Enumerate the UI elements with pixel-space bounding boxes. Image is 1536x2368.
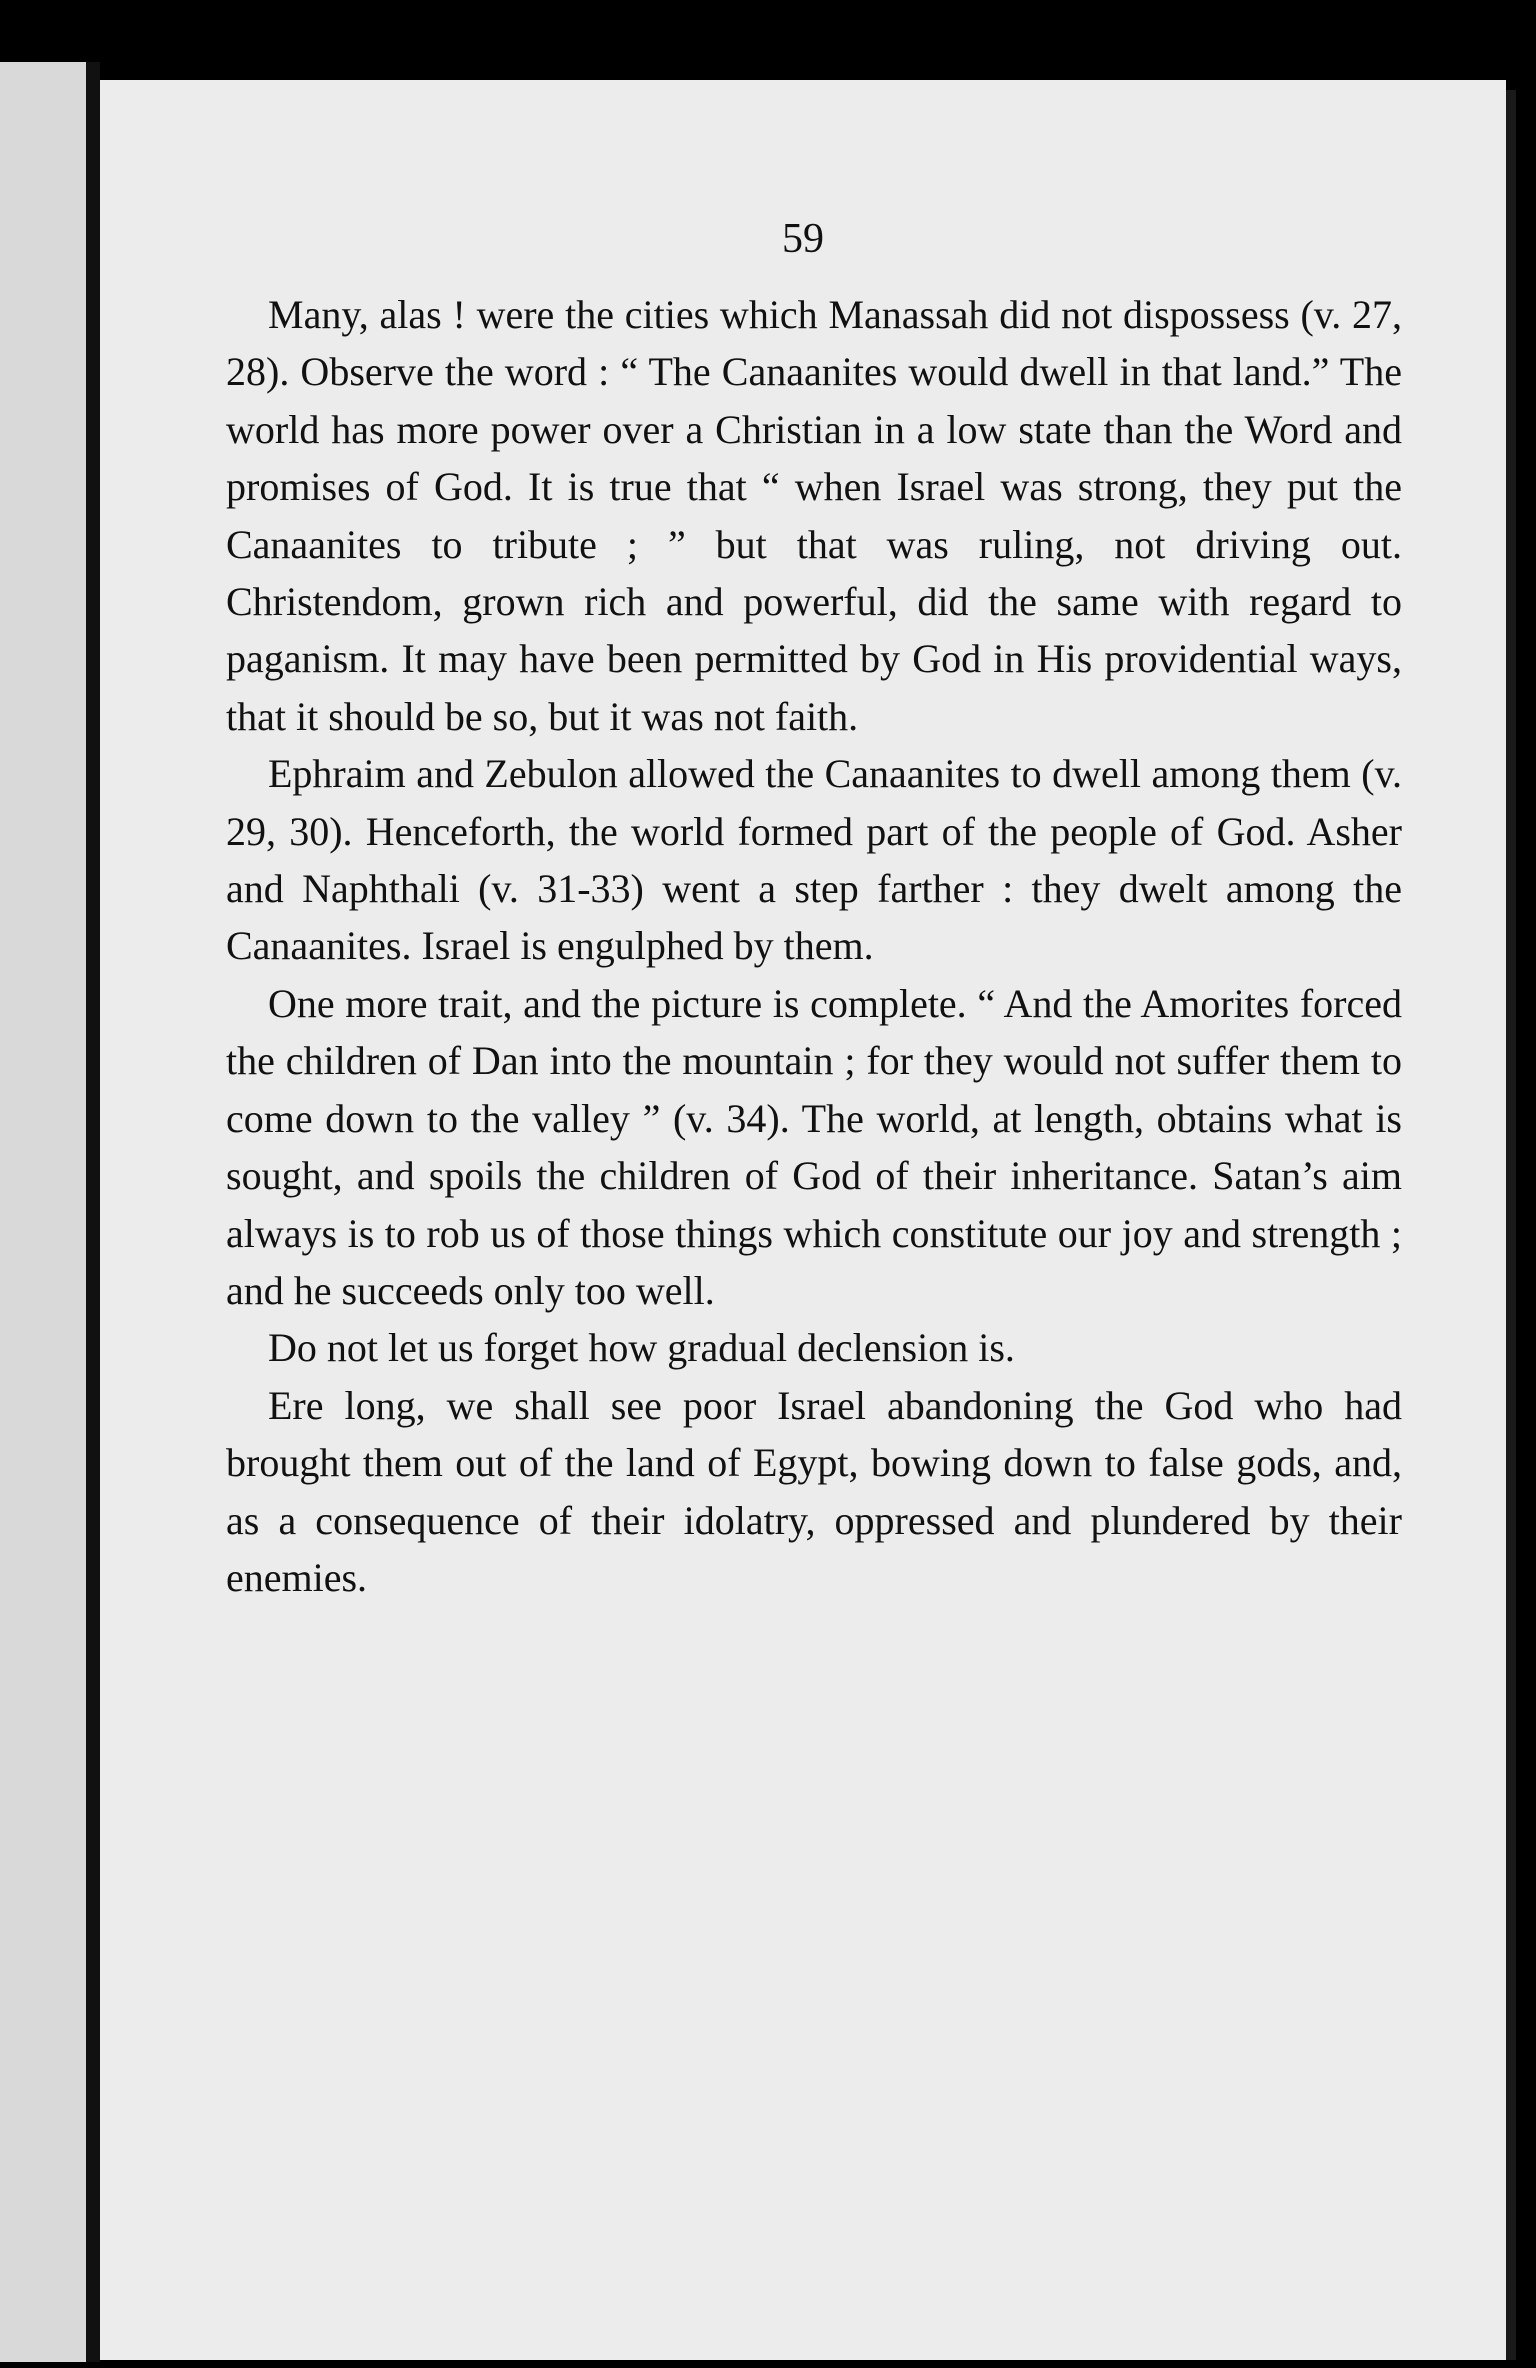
page-number: 59 <box>782 216 824 262</box>
body-text <box>226 286 1402 1606</box>
book-page <box>100 80 1506 2360</box>
paragraph-manassah: Many, alas ! were the cities which Manassah did not dispossess (v. 27, 28). Observe the word : “ The Canaanites would dwell in that land.” The world has more power over a Christian in a low state than the Word and promises of God. It is true that “ when Israel was strong, they put the Canaanites to tribute ; ” but that was ruling, not driving out. Christendom, grown rich and powerful, did the same with regard to paganism. It may have been permitted by God in His providential ways, that it should be so, but it was not faith. <box>226 292 1402 739</box>
paragraph-amorites: One more trait, and the picture is complete. “ And the Amorites forced the children of Dan into the mountain ; for they would not suffer them to come down to the valley ” (v. 34). The world, at length, obtains what is sought, and spoils the children of God of their inheritance. Satan’s aim always is to rob us of those things which constitute our joy and strength ; and he succeeds only too well. <box>226 980 1402 1313</box>
page-right-edge <box>1506 90 1516 2360</box>
book-spine <box>86 62 100 2362</box>
paragraph-ephraim-zebulon: Ephraim and Zebulon allowed the Canaanites to dwell among them (v. 29, 30). Henceforth, the world formed part of the people of God. Asher and Naphthali (v. 31-33) went a step farther : they dwelt among the Canaanites. Israel is engulphed by them. <box>226 751 1402 969</box>
paragraph-idolatry: Ere long, we shall see poor Israel abandoning the God who had brought them out of the land of Egypt, bowing down to false gods, and, as a consequence of their idolatry, oppressed and plundered by their enemies. <box>226 1382 1402 1600</box>
facing-page-edge <box>0 62 86 2362</box>
paragraph-declension: Do not let us forget how gradual declension is. <box>268 1325 1015 1371</box>
